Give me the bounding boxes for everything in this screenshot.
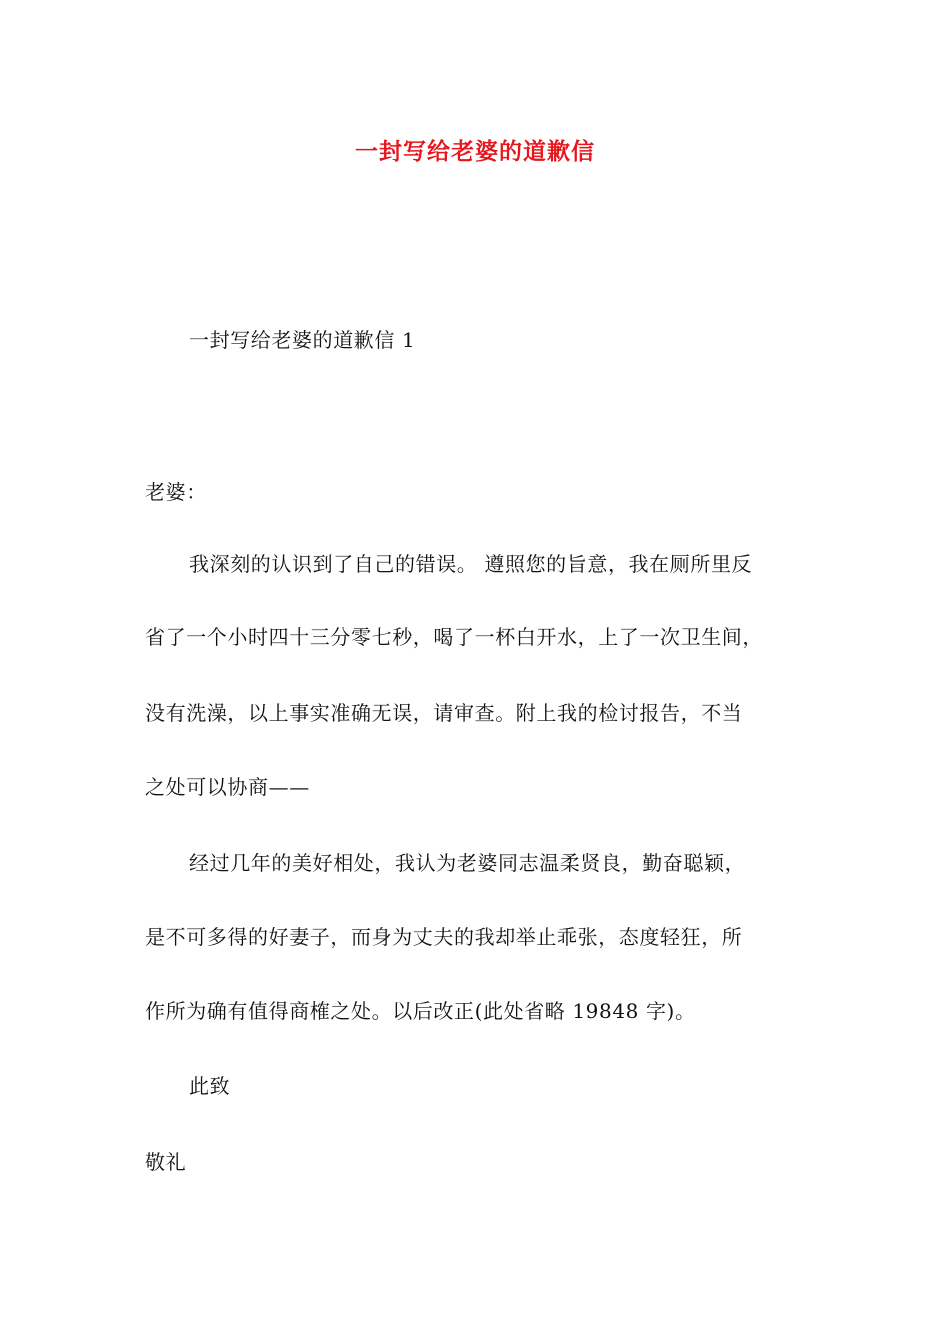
paragraph1-line1: 我深刻的认识到了自己的错误。 遵照您的旨意，我在厕所里反	[189, 552, 753, 576]
paragraph1-line3: 没有洗澡，以上事实准确无误，请审查。附上我的检讨报告，不当	[145, 701, 743, 725]
salutation: 老婆：	[145, 480, 207, 504]
paragraph1-line4: 之处可以协商——	[145, 775, 310, 799]
document-title: 一封写给老婆的道歉信	[355, 138, 595, 165]
paragraph2-line2: 是不可多得的好妻子，而身为丈夫的我却举止乖张，态度轻狂，所	[145, 925, 743, 949]
closing-cizhi: 此致	[189, 1074, 231, 1098]
paragraph2-line1: 经过几年的美好相处，我认为老婆同志温柔贤良，勤奋聪颖，	[189, 851, 746, 875]
paragraph1-line2: 省了一个小时四十三分零七秒，喝了一杯白开水，上了一次卫生间，	[145, 625, 763, 649]
letter-subtitle: 一封写给老婆的道歉信 1	[189, 328, 416, 352]
closing-jingli: 敬礼	[145, 1150, 187, 1174]
paragraph2-line3: 作所为确有值得商榷之处。以后改正(此处省略 19848 字)。	[145, 999, 696, 1023]
